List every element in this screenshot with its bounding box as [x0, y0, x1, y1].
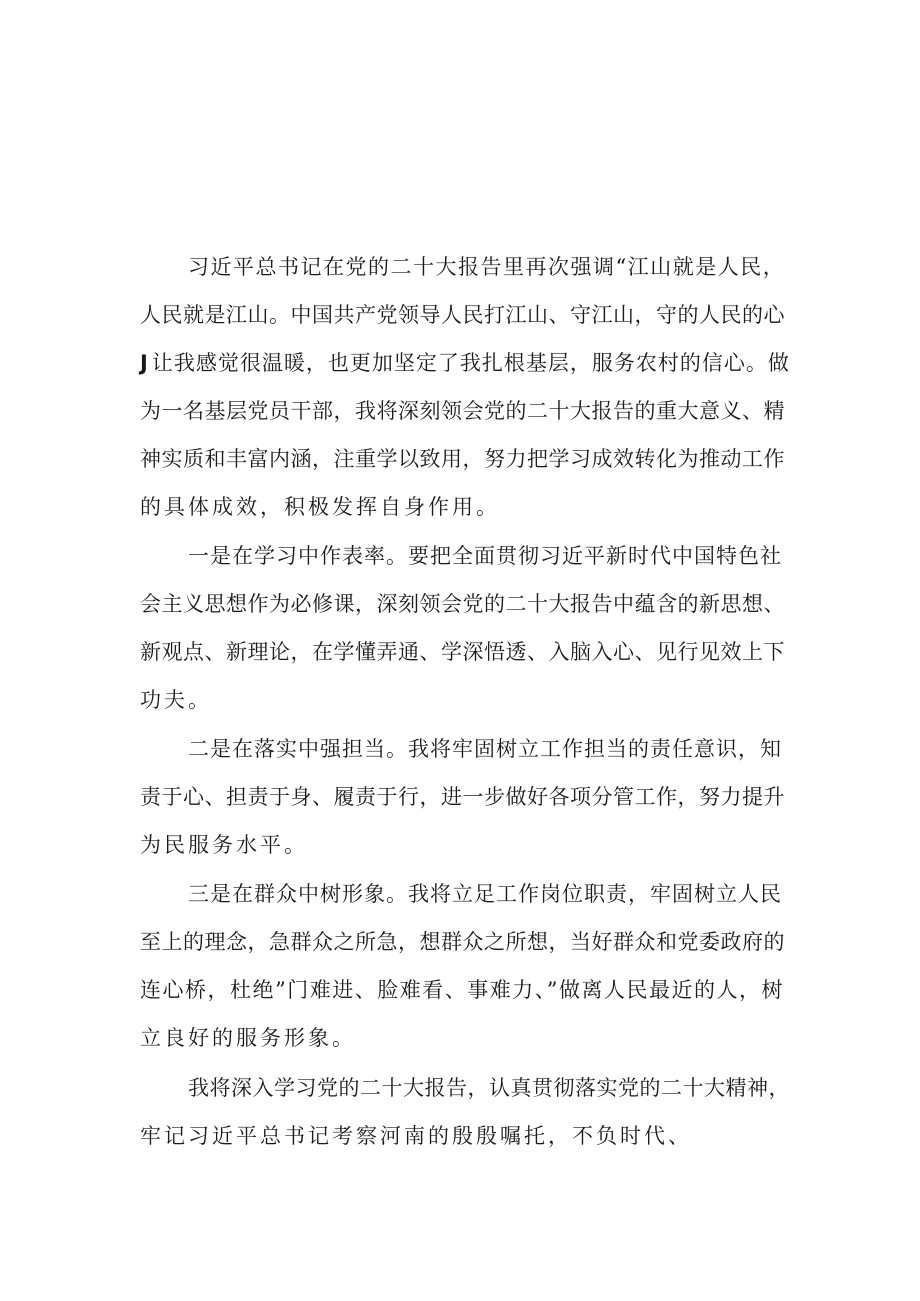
paragraph-1-line-1: 习近平总书记在党的二十大报告里再次强调“江山就是人民， — [188, 255, 786, 279]
paragraph-1-line-5: 神实质和丰富内涵，注重学以致用，努力把学习成效转化为推动工作 — [140, 447, 785, 471]
paragraph-4-line-2: 至上的理念，急群众之所急，想群众之所想，当好群众和党委政府的 — [140, 930, 785, 954]
paragraph-2-line-2: 会主义思想作为必修课，深刻领会党的二十大报告中蕴含的新思想、 — [140, 592, 785, 616]
paragraph-4-line-1: 三是在群众中树形象。我将立足工作岗位职责，牢固树立人民 — [188, 882, 782, 906]
paragraph-1-line-6: 的具体成效，积极发挥自身作用。 — [140, 495, 500, 519]
paragraph-1-line-3 — [140, 351, 790, 375]
paragraph-2-line-1: 一是在学习中作表率。要把全面贯彻习近平新时代中国特色社 — [188, 544, 782, 568]
paragraph-1-line-3-text: 让我感觉很温暖，也更加坚定了我扎根基层，服务农村的信心。做 — [151, 351, 790, 375]
paragraph-1-line-4: 为一名基层党员干部，我将深刻领会党的二十大报告的重大意义、精 — [140, 399, 785, 423]
paragraph-4-line-3: 连心桥，杜绝”门难进、脸难看、事难力、”做离人民最近的人，树 — [140, 978, 784, 1002]
paragraph-5-line-2: 牢记习近平总书记考察河南的殷殷嘱托，不负时代、 — [140, 1124, 692, 1148]
paragraph-2-line-4: 功夫。 — [140, 688, 212, 712]
paragraph-3-line-1: 二是在落实中强担当。我将牢固树立工作担当的责任意识，知 — [188, 737, 782, 761]
paragraph-2-line-3: 新观点、新理论，在学懂弄通、学深悟透、入脑入心、见行见效上下 — [140, 640, 785, 664]
paragraph-5-line-1: 我将深入学习党的二十大报告，认真贯彻落实党的二十大精神， — [188, 1076, 790, 1100]
paragraph-4-line-4: 立良好的服务形象。 — [140, 1026, 356, 1050]
paragraph-3-line-3: 为民服务水平。 — [140, 833, 308, 857]
paragraph-3-line-2: 责于心、担责于身、履责于行，进一步做好各项分管工作，努力提升 — [140, 785, 785, 809]
stray-glyph: J — [140, 351, 148, 375]
paragraph-1-line-2: 人民就是江山。中国共产党领导人民打江山、守江山，守的人民的心 — [140, 303, 785, 327]
